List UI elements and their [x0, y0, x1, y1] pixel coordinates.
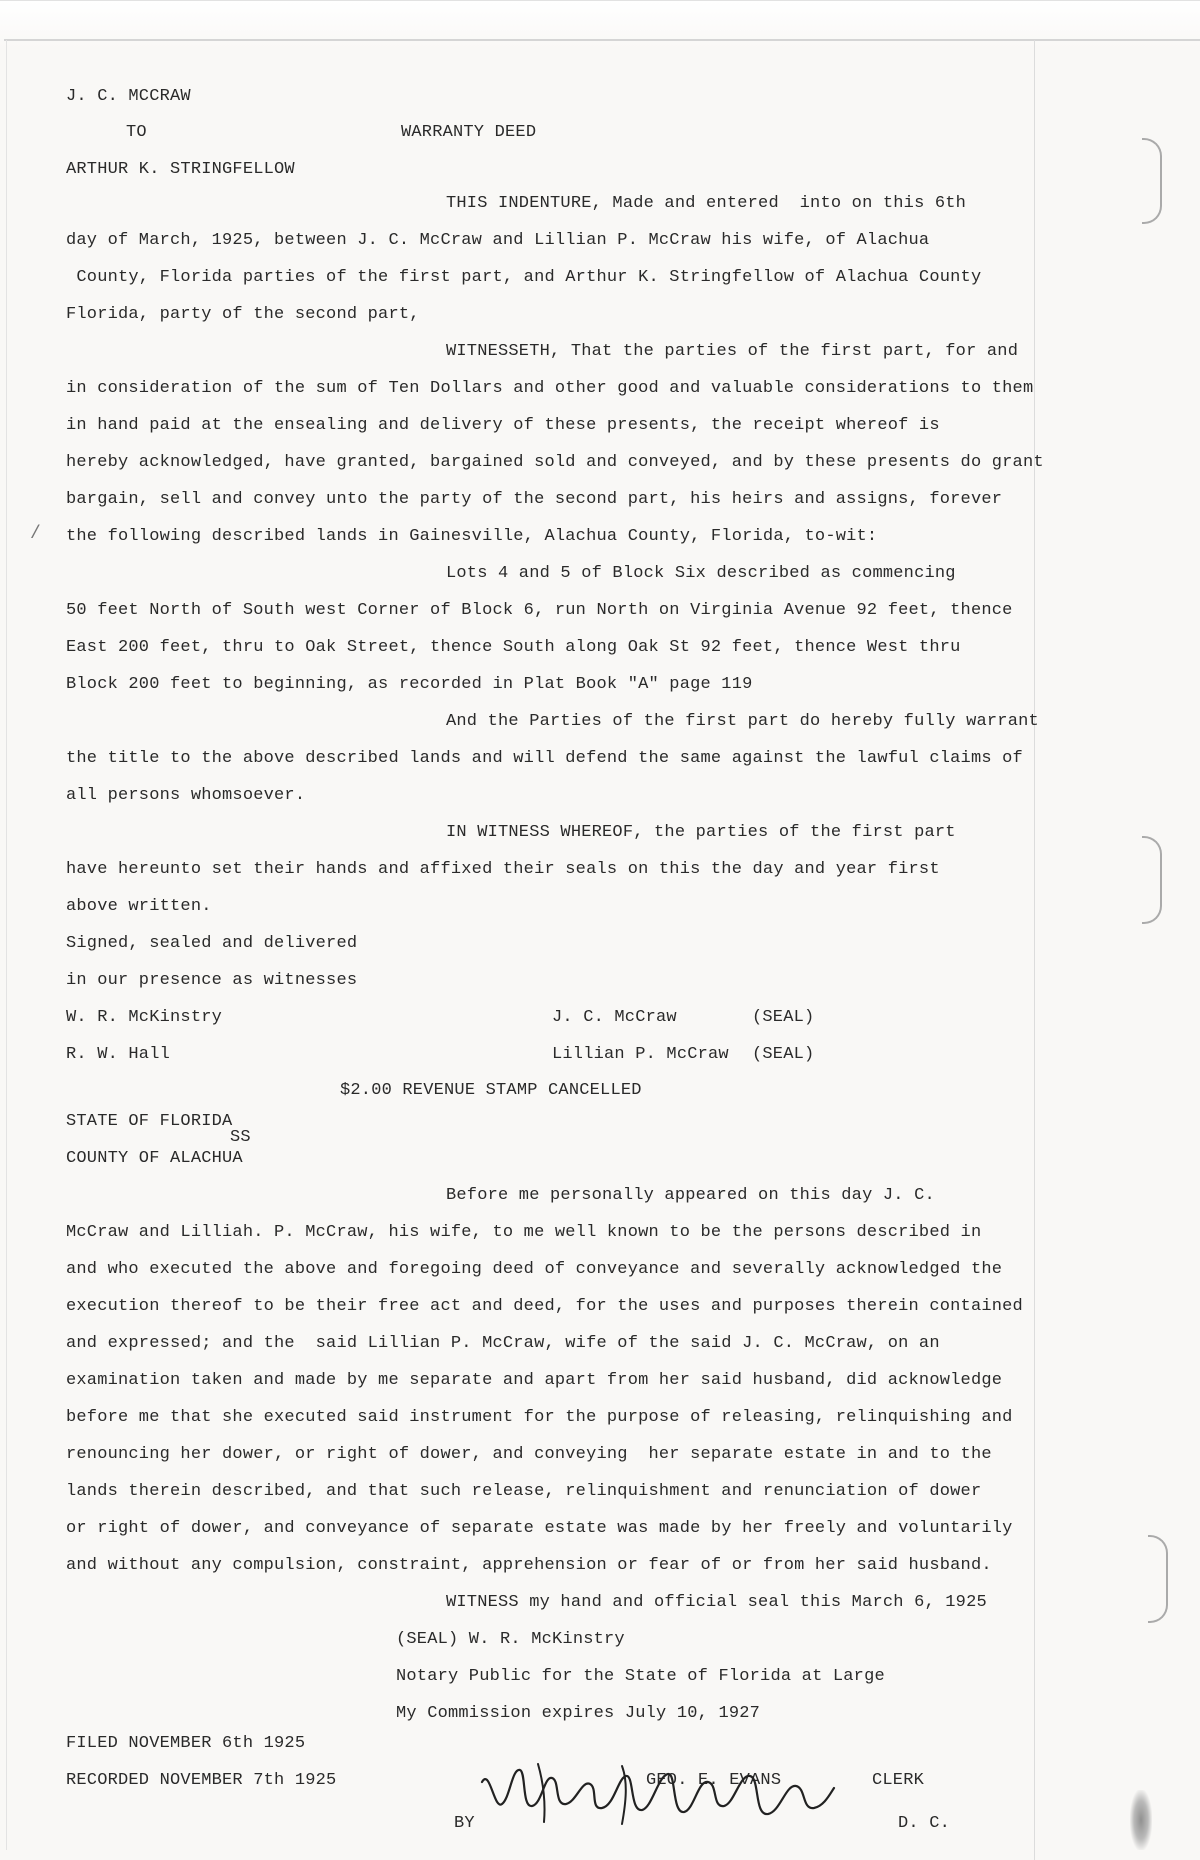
body-line: Lots 4 and 5 of Block Six described as commencing — [446, 564, 956, 583]
revenue-stamp-note: $2.00 REVENUE STAMP CANCELLED — [340, 1081, 642, 1100]
seal-mark: (SEAL) — [752, 1045, 815, 1064]
ack-line: McCraw and Lilliah. P. McCraw, his wife, to me well known to be the persons described in — [66, 1223, 982, 1242]
ack-line: or right of dower, and conveyance of separate estate was made by her freely and voluntarily — [66, 1519, 1013, 1538]
body-line: 50 feet North of South west Corner of Block 6, run North on Virginia Avenue 92 feet, thence — [66, 601, 1013, 620]
body-line: Block 200 feet to beginning, as recorded in Plat Book "A" page 119 — [66, 675, 753, 694]
ink-smudge — [1130, 1790, 1152, 1850]
body-line: above written. — [66, 897, 212, 916]
witness-name: R. W. Hall — [66, 1045, 171, 1064]
by-label: BY — [454, 1814, 475, 1833]
grantee-heading: ARTHUR K. STRINGFELLOW — [66, 160, 295, 179]
body-line: WITNESSETH, That the parties of the first part, for and — [446, 342, 1019, 361]
ack-line: lands therein described, and that such release, relinquishment and renunciation of dower — [66, 1482, 982, 1501]
page-top-edge — [0, 0, 1200, 49]
seal-mark: (SEAL) — [752, 1008, 815, 1027]
page-left-edge — [6, 40, 7, 1850]
ack-line: renouncing her dower, or right of dower, and conveying her separate estate in and to the — [66, 1445, 992, 1464]
body-line: Florida, party of the second part, — [66, 305, 420, 324]
recorded-date: RECORDED NOVEMBER 7th 1925 — [66, 1771, 337, 1790]
grantor-heading: J. C. MCCRAW — [66, 87, 191, 106]
body-line: in consideration of the sum of Ten Dollars and other good and valuable considerations to them — [66, 379, 1034, 398]
body-line: Signed, sealed and delivered — [66, 934, 358, 953]
binding-bracket — [1142, 138, 1162, 224]
deputy-clerk-signature — [472, 1758, 842, 1832]
binding-bracket — [1142, 836, 1162, 924]
deputy-clerk-label: D. C. — [898, 1814, 951, 1833]
ack-line: Before me personally appeared on this day J. C. — [446, 1186, 935, 1205]
body-line: the following described lands in Gainesville, Alachua County, Florida, to-wit: — [66, 527, 878, 546]
body-line: And the Parties of the first part do hereby fully warrant — [446, 712, 1039, 731]
body-line: day of March, 1925, between J. C. McCraw and Lillian P. McCraw his wife, of Alachua — [66, 231, 930, 250]
ack-line: examination taken and made by me separate and apart from her said husband, did acknowledge — [66, 1371, 1003, 1390]
filed-date: FILED NOVEMBER 6th 1925 — [66, 1734, 306, 1753]
body-line: bargain, sell and convey unto the party of the second part, his heirs and assigns, forever — [66, 490, 1003, 509]
notary-title: Notary Public for the State of Florida at Large — [396, 1667, 885, 1686]
ack-line: and without any compulsion, constraint, apprehension or fear of or from her said husband. — [66, 1556, 992, 1575]
ack-line: before me that she executed said instrument for the purpose of releasing, relinquishing and — [66, 1408, 1013, 1427]
body-line: have hereunto set their hands and affixed their seals on this the day and year first — [66, 860, 940, 879]
grantor-signature: Lillian P. McCraw — [552, 1045, 729, 1064]
margin-tick-mark: / — [30, 524, 42, 544]
witness-name: W. R. McKinstry — [66, 1008, 223, 1027]
body-line: THIS INDENTURE, Made and entered into on this 6th — [446, 194, 967, 213]
ack-line: and who executed the above and foregoing deed of conveyance and severally acknowledged the — [66, 1260, 1003, 1279]
clerk-title: CLERK — [872, 1771, 925, 1790]
body-line: IN WITNESS WHEREOF, the parties of the first part — [446, 823, 956, 842]
page-right-edge — [1034, 40, 1035, 1860]
body-line: all persons whomsoever. — [66, 786, 306, 805]
ack-line: and expressed; and the said Lillian P. McCraw, wife of the said J. C. McCraw, on an — [66, 1334, 940, 1353]
body-line: in hand paid at the ensealing and delivery of these presents, the receipt whereof is — [66, 416, 940, 435]
venue-county: COUNTY OF ALACHUA — [66, 1149, 243, 1168]
body-line: in our presence as witnesses — [66, 971, 358, 990]
venue-state: STATE OF FLORIDA — [66, 1112, 233, 1131]
body-line: County, Florida parties of the first part, and Arthur K. Stringfellow of Alachua County — [66, 268, 982, 287]
venue-ss: SS — [230, 1128, 251, 1147]
notary-witness-line: WITNESS my hand and official seal this March 6, 1925 — [446, 1593, 987, 1612]
grantor-signature: J. C. McCraw — [552, 1008, 677, 1027]
body-line: the title to the above described lands and will defend the same against the lawful claims of — [66, 749, 1023, 768]
body-line: hereby acknowledged, have granted, bargained sold and conveyed, and by these presents do grant — [66, 453, 1044, 472]
binding-bracket — [1148, 1535, 1168, 1623]
notary-commission: My Commission expires July 10, 1927 — [396, 1704, 761, 1723]
clerk-name: GEO. E. EVANS — [646, 1771, 782, 1790]
ack-line: execution thereof to be their free act and deed, for the uses and purposes therein contained — [66, 1297, 1023, 1316]
document-title: WARRANTY DEED — [401, 123, 537, 142]
notary-signature: (SEAL) W. R. McKinstry — [396, 1630, 625, 1649]
body-line: East 200 feet, thru to Oak Street, thence South along Oak St 92 feet, thence West thru — [66, 638, 961, 657]
to-heading: TO — [126, 123, 147, 142]
